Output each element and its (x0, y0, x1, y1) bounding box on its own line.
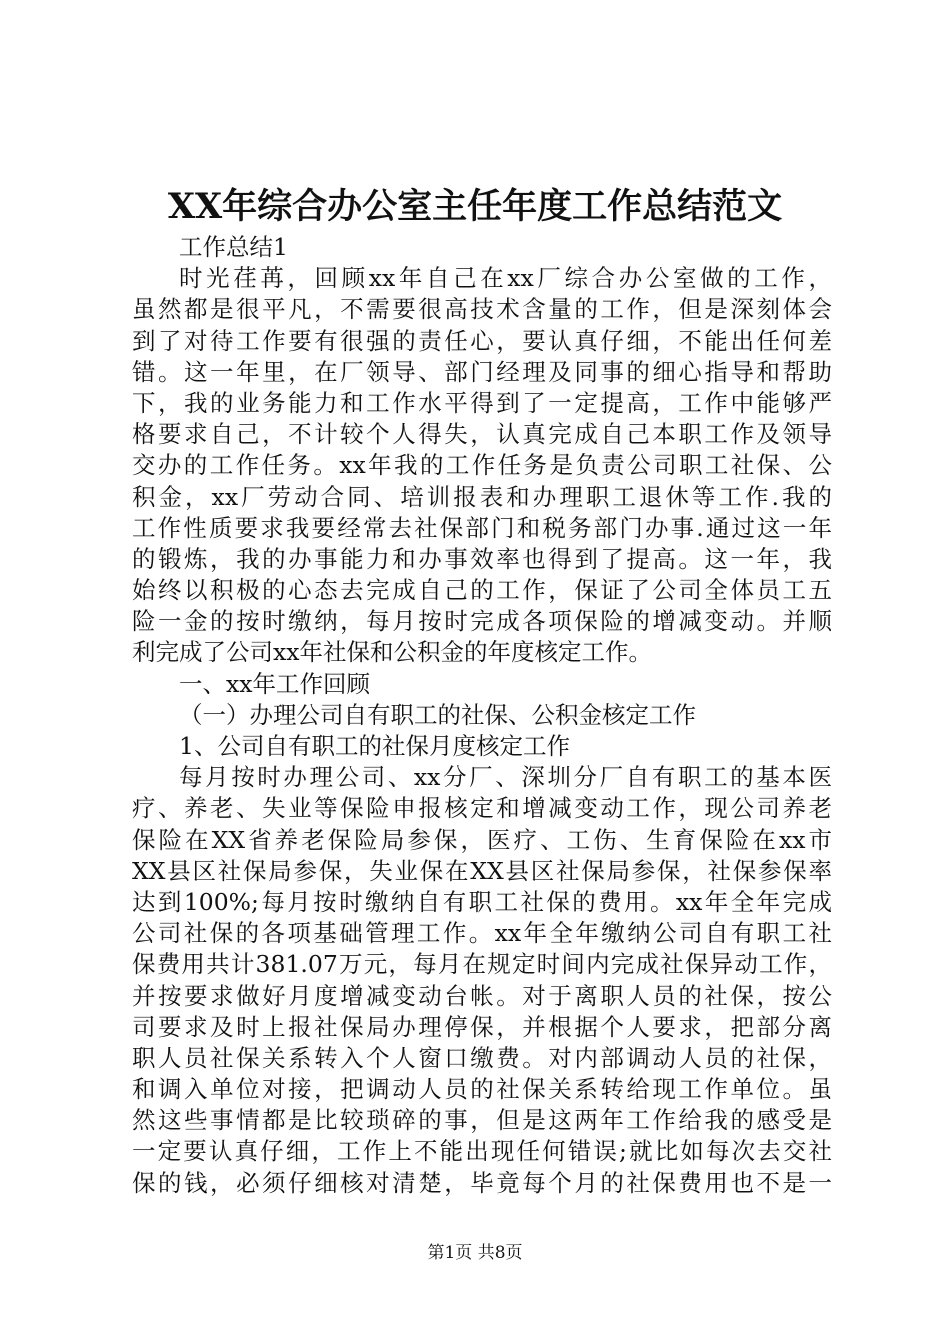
paragraph-line: 工作性质要求我要经常去社保部门和税务部门办事.通过这一年 (132, 513, 832, 542)
paragraph-line: 利完成了公司xx年社保和公积金的年度核定工作。 (132, 638, 653, 667)
item-heading: 1、公司自有职工的社保月度核定工作 (179, 732, 570, 760)
paragraph-line: 公司社保的各项基础管理工作。xx年全年缴纳公司自有职工社 (132, 919, 832, 948)
subsection-heading: （一）办理公司自有职工的社保、公积金核定工作 (179, 700, 696, 729)
paragraph-line: 保费用共计381.07万元，每月在规定时间内完成社保异动工作， (132, 950, 832, 979)
paragraph-line: 积金，xx厂劳动合同、培训报表和办理职工退休等工作.我的 (132, 482, 832, 511)
paragraph-line: 险一金的按时缴纳，每月按时完成各项保险的增减变动。并顺 (132, 607, 832, 636)
paragraph-line: 并按要求做好月度增减变动台帐。对于离职人员的社保，按公 (132, 981, 832, 1010)
paragraph-line: 的锻炼，我的办事能力和办事效率也得到了提高。这一年，我 (132, 544, 832, 573)
paragraph-line: 司要求及时上报社保局办理停保，并根据个人要求，把部分离 (132, 1012, 832, 1041)
section-heading: 一、xx年工作回顾 (179, 669, 371, 698)
paragraph-line: 疗、养老、失业等保险申报核定和增减变动工作，现公司养老 (132, 794, 832, 823)
paragraph-line: 和调入单位对接，把调动人员的社保关系转给现工作单位。虽 (132, 1075, 832, 1104)
document-title: XX年综合办公室主任年度工作总结范文 (167, 186, 783, 227)
paragraph-line: 到了对待工作要有很强的责任心，要认真仔细，不能出任何差 (132, 326, 832, 355)
section-heading: 工作总结1 (179, 233, 288, 261)
document-body (132, 232, 832, 1199)
paragraph-line: 一定要认真仔细，工作上不能出现任何错误;就比如每次去交社 (132, 1137, 832, 1166)
paragraph-line: 虽然都是很平凡，不需要很高技术含量的工作，但是深刻体会 (132, 295, 832, 324)
paragraph-line: 始终以积极的心态去完成自己的工作，保证了公司全体员工五 (132, 576, 832, 605)
paragraph-line: 保的钱，必须仔细核对清楚，毕竟每个月的社保费用也不是一 (132, 1168, 832, 1197)
paragraph-line: 时光荏苒，回顾xx年自己在xx厂综合办公室做的工作， (179, 264, 832, 293)
paragraph-line: 交办的工作任务。xx年我的工作任务是负责公司职工社保、公 (132, 451, 832, 480)
paragraph-line: 保险在XX省养老保险局参保，医疗、工伤、生育保险在xx市 (132, 825, 832, 854)
paragraph-line: 每月按时办理公司、xx分厂、深圳分厂自有职工的基本医 (179, 763, 832, 792)
paragraph-line: 达到100%;每月按时缴纳自有职工社保的费用。xx年全年完成 (132, 887, 832, 916)
page-footer: 第1页 共8页 (427, 1243, 523, 1263)
paragraph-line: 错。这一年里，在厂领导、部门经理及同事的细心指导和帮助 (132, 357, 832, 386)
paragraph-line: 然这些事情都是比较琐碎的事，但是这两年工作给我的感受是 (132, 1106, 832, 1135)
paragraph-line: 格要求自己，不计较个人得失，认真完成自己本职工作及领导 (132, 420, 832, 449)
paragraph-line: XX县区社保局参保，失业保在XX县区社保局参保，社保参保率 (132, 856, 832, 885)
paragraph-line: 下，我的业务能力和工作水平得到了一定提高，工作中能够严 (132, 388, 832, 417)
paragraph-line: 职人员社保关系转入个人窗口缴费。对内部调动人员的社保， (132, 1043, 832, 1072)
